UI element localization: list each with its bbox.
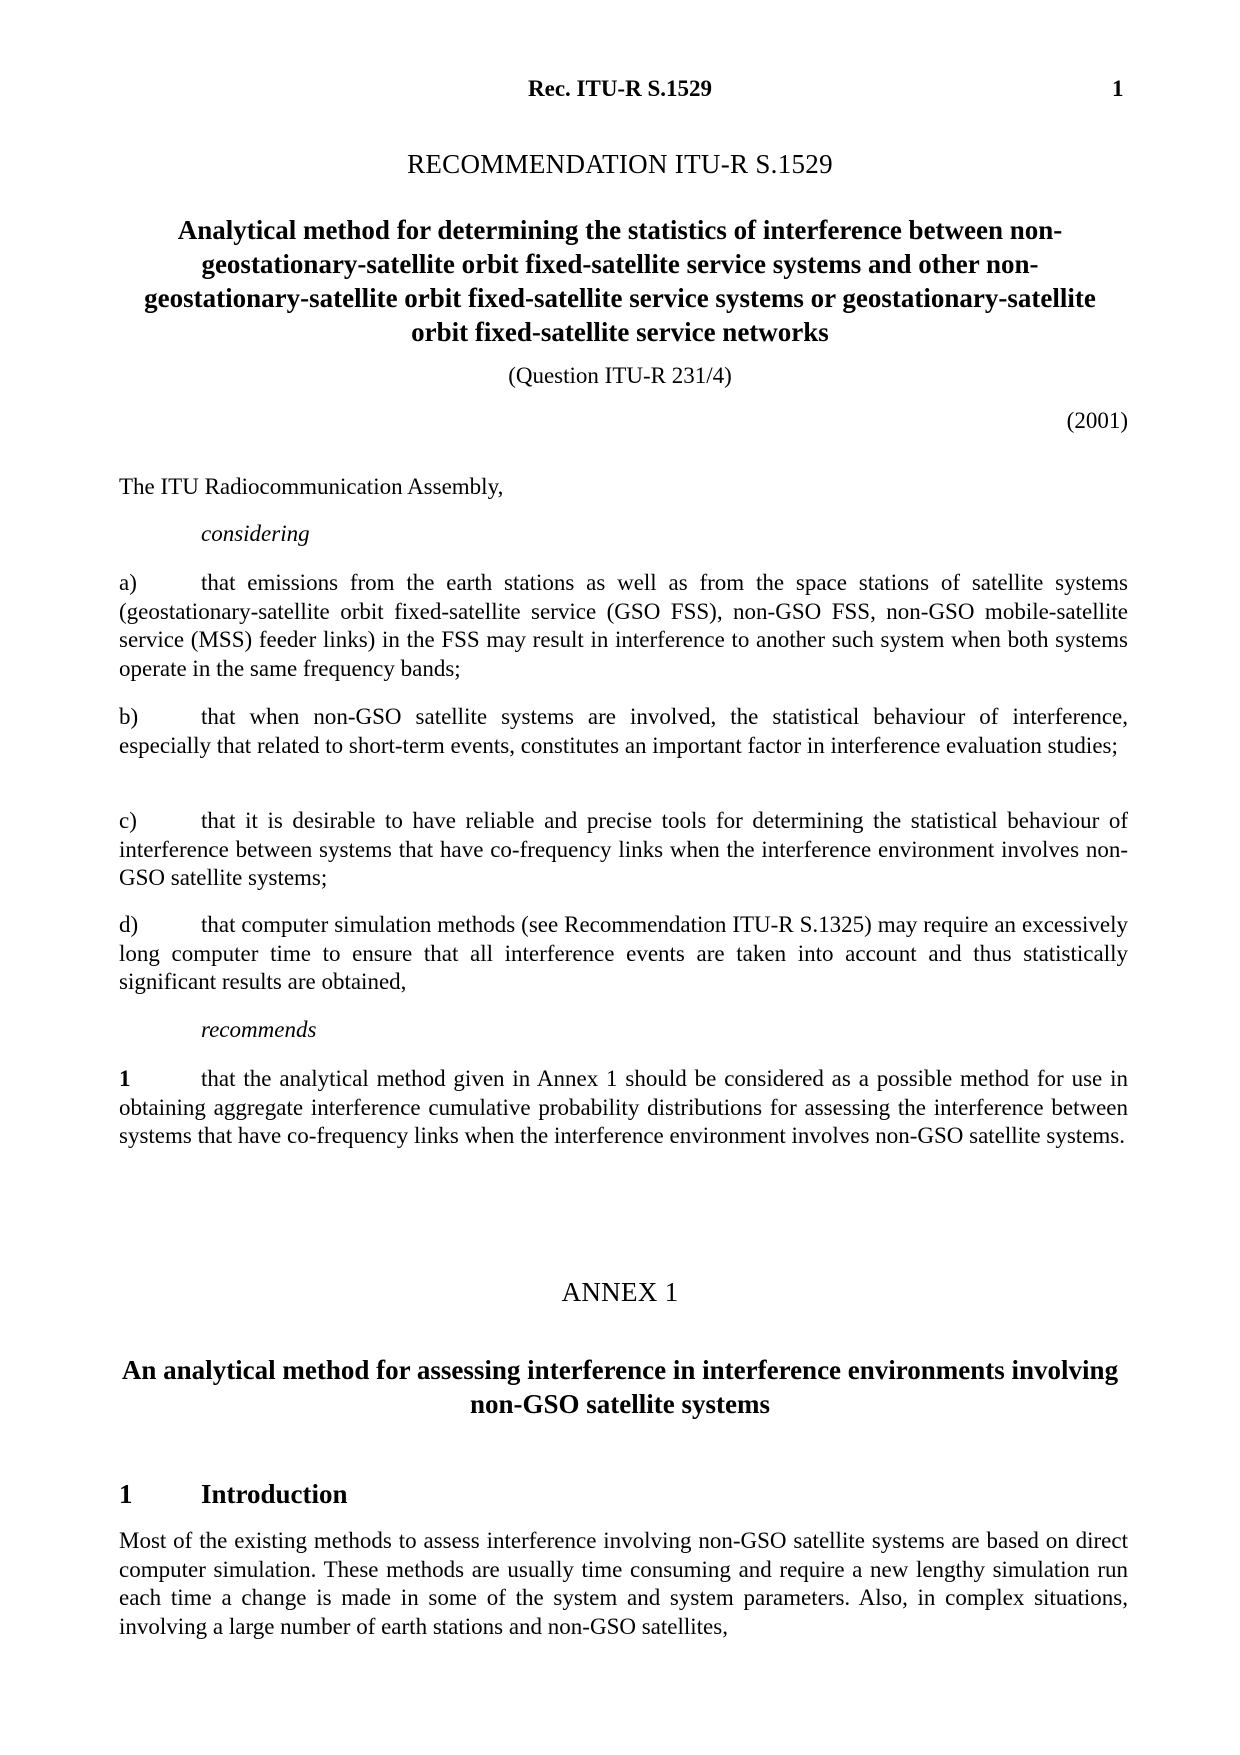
item-label: c)	[119, 808, 137, 833]
item-text: that when non-GSO satellite systems are involved, the statistical behaviour of interference, especially that related to short-term events, constitutes an important factor in interference evaluation studies;	[119, 704, 1128, 758]
main-title: Analytical method for determining the statistics of interference between non-geostationary-satellite orbit fixed-satellite service systems and other non-geostationary-satellite orbit fixed-satellite service systems or geostationary-satellite orbit fixed-satellite service networks	[144, 215, 1096, 347]
considering-item-c	[119, 807, 1128, 893]
item-text: that emissions from the earth stations as well as from the space stations of satellite systems (geostationary-satellite orbit fixed-satellite service (GSO FSS), non-GSO FSS, non-GSO mobile-satellite service (MSS) feeder links) in the FSS may result in interference to another such system when both systems operate in the same frequency bands;	[119, 570, 1128, 681]
section-heading	[119, 1479, 348, 1510]
item-text: that the analytical method given in Annex 1 should be considered as a possible method for use in obtaining aggregate interference cumulative probability distributions for assessing the interference between systems that have co-frequency links when the interference environment involves non-GSO satellite systems.	[119, 1066, 1128, 1148]
item-text: that computer simulation methods (see Recommendation ITU-R S.1325) may require an excessively long computer time to ensure that all interference events are taken into account and thus statistically significant results are obtained,	[119, 912, 1128, 994]
recommendation-title: RECOMMENDATION ITU-R S.1529	[407, 149, 833, 179]
item-label: a)	[119, 570, 137, 595]
item-text: that it is desirable to have reliable and precise tools for determining the statistical behaviour of interference between systems that have co-frequency links when the interference environment involves non-GSO satellite systems;	[119, 808, 1128, 890]
section-1-paragraph: Most of the existing methods to assess interference involving non-GSO satellite systems are based on direct computer simulation. These methods are usually time consuming and require a new lengthy simulation run each time a change is made in some of the system and system parameters. Also, in complex situations, involving a large number of earth stations and non-GSO satellites,	[119, 1528, 1128, 1639]
item-label: b)	[119, 704, 139, 729]
question-reference: (Question ITU-R 231/4)	[508, 363, 732, 388]
running-header-title: Rec. ITU-R S.1529	[528, 76, 712, 101]
recommends-heading: recommends	[201, 1017, 317, 1042]
recommends-item-1	[119, 1065, 1128, 1151]
considering-item-d	[119, 911, 1128, 997]
considering-heading: considering	[201, 521, 310, 546]
section-title: Introduction	[201, 1479, 348, 1509]
annex-title: ANNEX 1	[561, 1277, 679, 1307]
page-number: 1	[1112, 76, 1124, 101]
section-number: 1	[119, 1479, 133, 1509]
considering-item-b	[119, 703, 1128, 760]
item-label: 1	[119, 1066, 131, 1091]
considering-item-a	[119, 569, 1128, 683]
year-label: (2001)	[1066, 408, 1128, 433]
item-label: d)	[119, 912, 139, 937]
assembly-line: The ITU Radiocommunication Assembly,	[119, 474, 504, 499]
annex-subtitle: An analytical method for assessing interference in interference environments involving non-GSO satellite systems	[121, 1355, 1119, 1419]
